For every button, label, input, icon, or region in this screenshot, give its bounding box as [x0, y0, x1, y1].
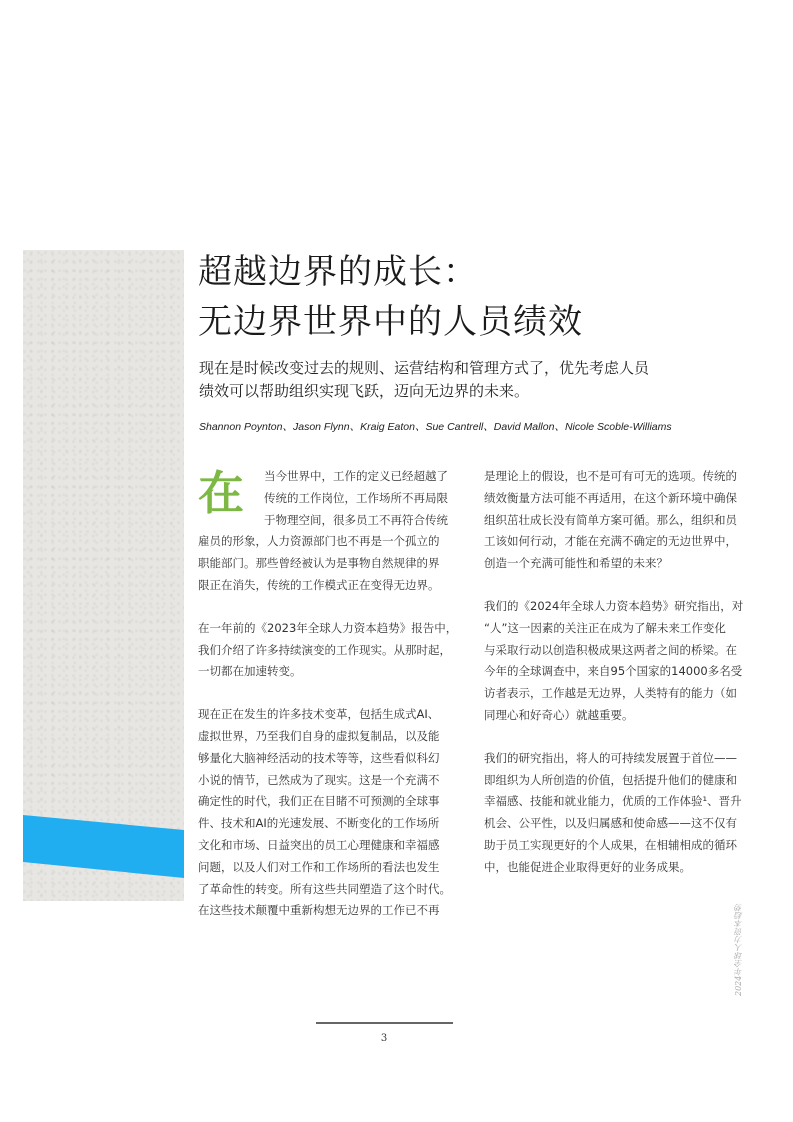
drop-cap: 在 — [198, 466, 244, 520]
text-line: “人”这一因素的关注正在成为了解未来工作变化 — [484, 620, 726, 635]
text-line: 限正在消失，传统的工作模式正在变得无边界。 — [198, 577, 440, 592]
paragraph — [484, 748, 749, 879]
text-line: 工该如何行动，才能在充满不确定的无边世界中， — [484, 534, 737, 549]
paragraph — [484, 466, 749, 575]
text-line: 了革命性的转变。所有这些共同塑造了这个时代。 — [198, 881, 451, 896]
text-line: 是理论上的假设，也不是可有可无的选项。传统的 — [484, 469, 737, 483]
text-line: 组织茁壮成长没有简单方案可循。那么，组织和员 — [484, 512, 737, 527]
text-line: 创造一个充满可能性和希望的未来？ — [484, 556, 668, 571]
text-line: 机会、公平性，以及归属感和使命感——这不仅有 — [484, 816, 737, 831]
text-line: 即组织为人所创造的价值，包括提升他们的健康和 — [484, 772, 737, 787]
text-line: 幸福感、技能和就业能力，优质的工作体验¹、晋升 — [484, 794, 742, 809]
text-line: 访者表示，工作越是无边界，人类特有的能力（如 — [484, 686, 737, 701]
right-column — [484, 466, 749, 900]
page-number: 3 — [380, 1033, 388, 1044]
text-line: 今年的全球调查中，来自95个国家的14000多名受 — [484, 664, 743, 679]
running-header-caption: 2024年全球人力资本趋势 — [734, 903, 743, 996]
paragraph — [198, 531, 463, 596]
text-line: 我们介绍了许多持续演变的工作现实。从那时起， — [198, 642, 451, 657]
blue-stripe-graphic — [23, 250, 184, 901]
title-line-1: 超越边界的成长： — [198, 252, 478, 292]
side-texture-panel — [23, 250, 184, 901]
subtitle-line-2: 绩效可以帮助组织实现飞跃，迈向无边界的未来。 — [199, 382, 530, 400]
left-column — [198, 466, 463, 943]
footer-divider — [316, 1022, 453, 1024]
article-title — [198, 247, 758, 347]
text-line: 在这些技术颠覆中重新构想无边界的工作已不再 — [198, 903, 440, 918]
text-line: 件、技术和AI的光速发展、不断变化的工作场所 — [198, 816, 440, 831]
text-line: 确定性的时代，我们正在目睹不可预测的全球事 — [198, 794, 440, 809]
text-line: 虚拟世界，乃至我们自身的虚拟复制品，以及能 — [198, 728, 440, 743]
text-line: 助于员工实现更好的个人成果，在相辅相成的循环 — [484, 837, 737, 852]
title-line-2: 无边界世界中的人员绩效 — [198, 302, 583, 342]
text-line: 问题，以及人们对工作和工作场所的看法也发生 — [198, 859, 440, 874]
text-line: 绩效衡量方法可能不再适用，在这个新环境中确保 — [484, 490, 737, 505]
paragraph — [484, 596, 749, 727]
text-line: 雇员的形象，人力资源部门也不再是一个孤立的 — [198, 534, 440, 549]
text-line: 传统的工作岗位，工作场所不再局限 — [264, 490, 448, 505]
text-line: 当今世界中，工作的定义已经超越了 — [264, 469, 448, 483]
paragraph — [198, 704, 463, 922]
author-list: Shannon Poynton、Jason Flynn、Kraig Eaton、Sue Cantrell、David Mallon、Nicole Scoble-Williams — [199, 421, 672, 433]
text-line: 够量化大脑神经活动的技术等等，这些看似科幻 — [198, 750, 440, 765]
text-line: 同理心和好奇心）就越重要。 — [484, 707, 634, 722]
text-line: 小说的情节，已然成为了现实。这是一个充满不 — [198, 772, 440, 787]
text-line: 在一年前的《2023年全球人力资本趋势》报告中， — [198, 620, 458, 635]
text-line: 中，也能促进企业取得更好的业务成果。 — [484, 859, 691, 874]
text-line: 于物理空间，很多员工不再符合传统 — [264, 512, 448, 527]
text-line: 一切都在加速转变。 — [198, 664, 302, 679]
article-subtitle — [199, 357, 739, 403]
opening-paragraph — [198, 466, 463, 597]
text-line: 现在正在发生的许多技术变革，包括生成式AI、 — [198, 707, 440, 722]
text-line: 职能部门。那些曾经被认为是事物自然规律的界 — [198, 556, 440, 571]
text-line: 我们的研究指出，将人的可持续发展置于首位—— — [484, 750, 737, 765]
paragraph — [198, 618, 463, 683]
text-line: 我们的《2024年全球人力资本趋势》研究指出，对 — [484, 598, 744, 613]
text-line: 文化和市场、日益突出的员工心理健康和幸福感 — [198, 837, 440, 852]
text-line: 与采取行动以创造积极成果这两者之间的桥梁。在 — [484, 642, 737, 657]
subtitle-line-1: 现在是时候改变过去的规则、运营结构和管理方式了，优先考虑人员 — [199, 359, 650, 377]
